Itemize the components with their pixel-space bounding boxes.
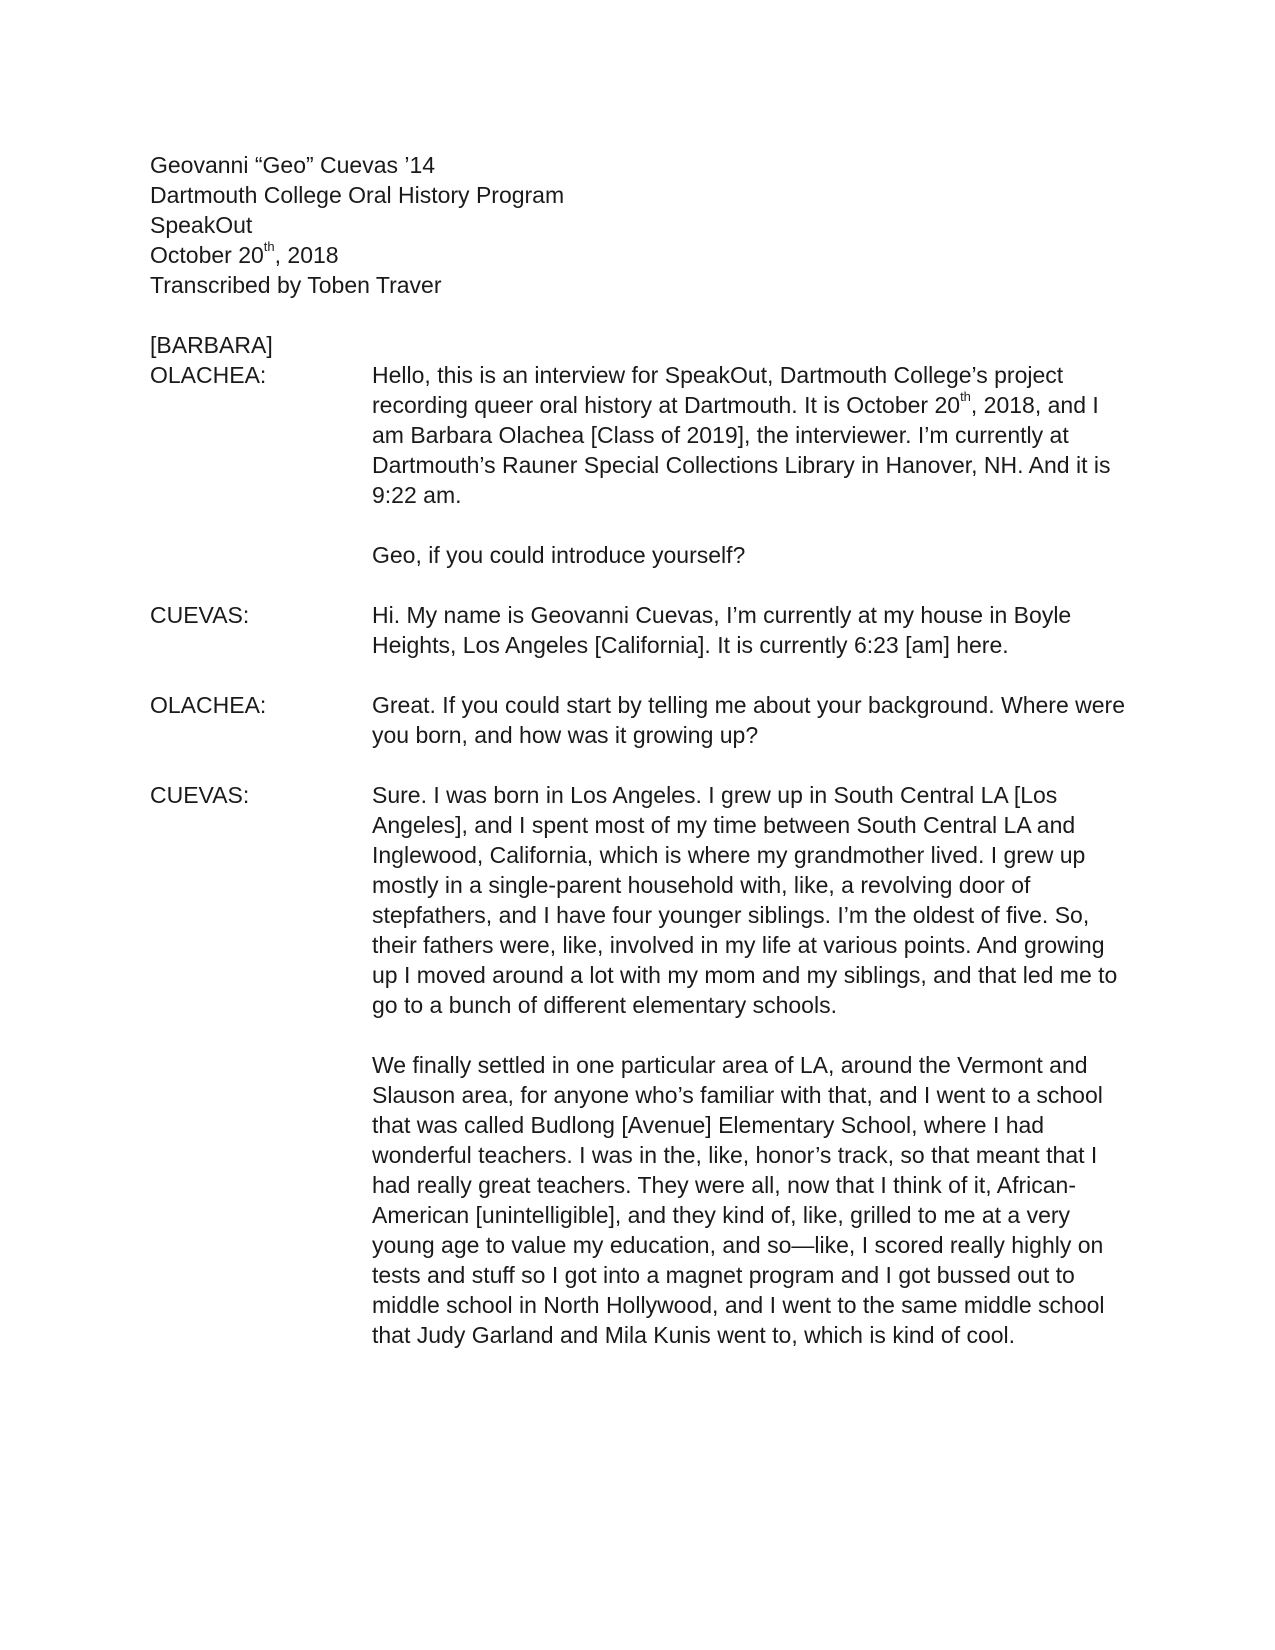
interviewee-name: Geovanni “Geo” Cuevas ’14: [150, 152, 436, 178]
transcriber-credit: Transcribed by Toben Traver: [150, 272, 442, 298]
speech-paragraph: Geo, if you could introduce yourself?: [372, 542, 746, 568]
date-year: , 2018: [274, 242, 339, 268]
speaker-label: CUEVAS:: [150, 782, 250, 808]
speech-paragraph: Hi. My name is Geovanni Cuevas, I’m currently at my house in Boyle Heights, Los Angeles [California]. It is currently 6:23 [am] here.: [372, 602, 1072, 658]
project-name: SpeakOut: [150, 212, 253, 238]
date-suffix: th: [263, 239, 275, 255]
date-suffix: th: [960, 389, 971, 405]
speech-text: [372, 690, 1130, 750]
speaker-label: CUEVAS:: [150, 602, 250, 628]
date-text: October 20: [150, 242, 264, 268]
speech-paragraph: Sure. I was born in Los Angeles. I grew up in South Central LA [Los Angeles], and I spent most of my time between South Central LA and Inglewood, California, which is where my grandmother lived. I grew up mostly in a single-parent household with, like, a revolving door of stepfathers, and I have four younger siblings. I’m the oldest of five. So, their fathers were, like, involved in my life at various points. And growing up I moved around a lot with my mom and my siblings, and that led me to go to a bunch of different elementary schools.: [372, 782, 1118, 1018]
transcript-turn: [150, 360, 1130, 570]
speech-text: [372, 780, 1130, 1350]
speech-text-part: , 2018, and I am Barbara Olachea [Class of 2019], the interviewer. I’m currently at Dartmouth’s Rauner Special Collections Library in Hanover, NH. And it is 9:22 am.: [372, 392, 1111, 508]
transcript-body: [150, 330, 1130, 1380]
interview-date: [150, 240, 564, 270]
speech-text: [372, 360, 1130, 570]
speaker-label: OLACHEA:: [150, 692, 267, 718]
transcript-turn: [150, 690, 1130, 750]
speech-paragraph: We finally settled in one particular area of LA, around the Vermont and Slauson area, for anyone who’s familiar with that, and I went to a school that was called Budlong [Avenue] Elementary School, where I had wonderful teachers. I was in the, like, honor’s track, so that meant that I had really great teachers. They were all, now that I think of it, African-American [unintelligible], and they kind of, like, grilled to me at a very young age to value my education, and so—like, I scored really highly on tests and stuff so I got into a magnet program and I got bussed out to middle school in North Hollywood, and I went to the same middle school that Judy Garland and Mila Kunis went to, which is kind of cool.: [372, 1052, 1105, 1348]
speech-paragraph: [372, 360, 1130, 510]
transcript-turn: [150, 600, 1130, 660]
speech-text-part: Hello, this is an interview for SpeakOut, Dartmouth College’s project recording queer oral history at Dartmouth. It is October 20: [372, 362, 1064, 418]
speech-paragraph: Great. If you could start by telling me about your background. Where were you born, and how was it growing up?: [372, 692, 1125, 748]
speaker-first-name-label: [BARBARA]: [150, 332, 273, 358]
program-name: Dartmouth College Oral History Program: [150, 182, 565, 208]
speech-text: [372, 600, 1130, 660]
document-header: [150, 150, 564, 300]
transcript-turn: [150, 780, 1130, 1350]
speaker-label: OLACHEA:: [150, 362, 267, 388]
